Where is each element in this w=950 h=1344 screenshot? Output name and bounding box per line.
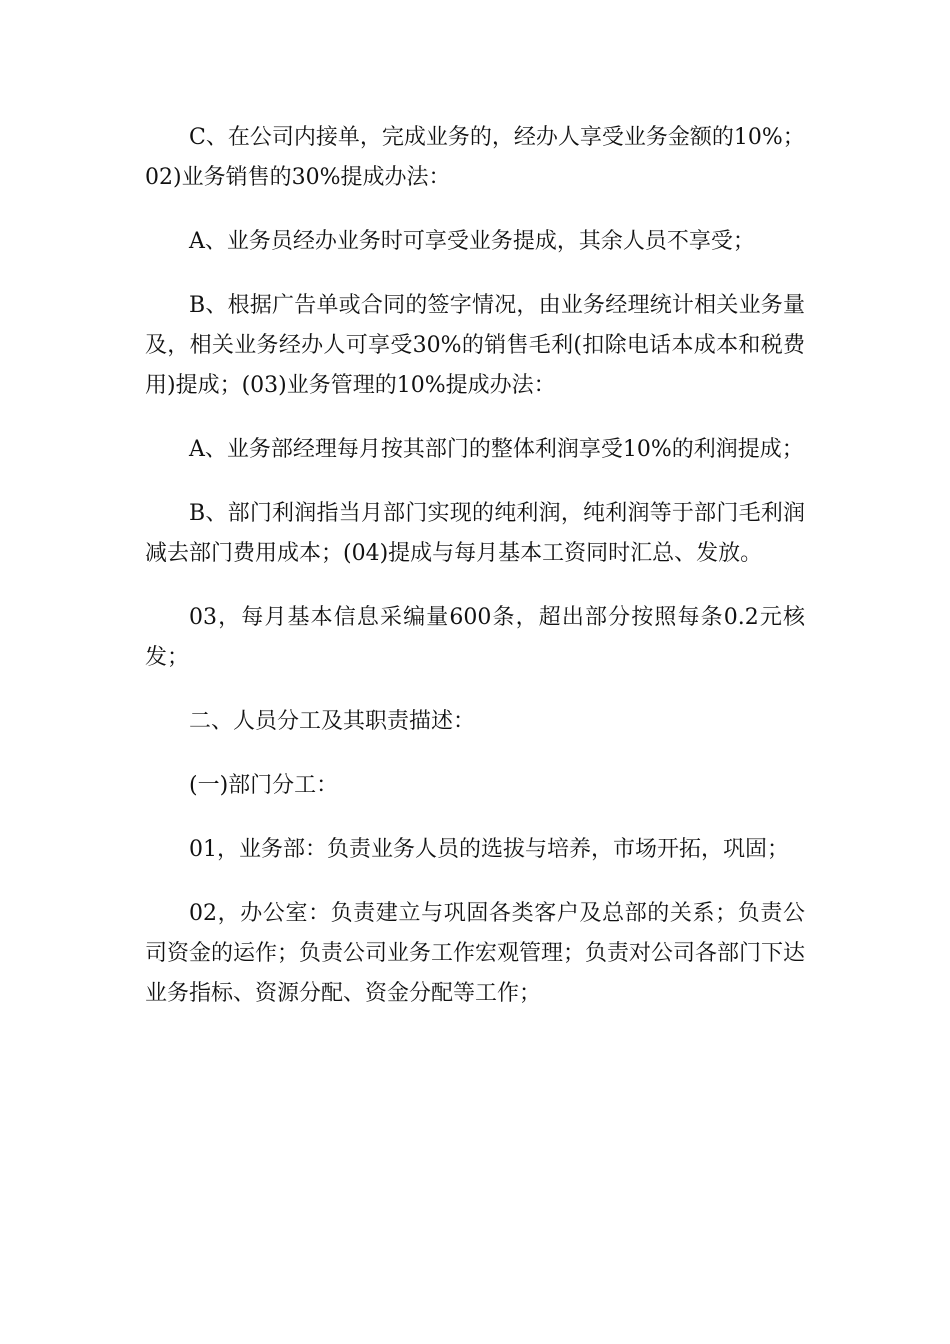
paragraph-info-quota: 03，每月基本信息采编量600条，超出部分按照每条0.2元核发； — [145, 605, 805, 670]
document-body — [145, 118, 805, 1014]
section-heading-staff-duties: 二、人员分工及其职责描述： — [189, 709, 476, 734]
paragraph-sales-commission-heading: 02)业务销售的30%提成办法： — [145, 165, 451, 190]
paragraph-business-department: 01，业务部：负责业务人员的选拔与培养，市场开拓，巩固； — [189, 837, 789, 862]
paragraph-office: 02，办公室：负责建立与巩固各类客户及总部的关系；负责公司资金的运作；负责公司业务工作宏观管理；负责对公司各部门下达业务指标、资源分配、资金分配等工作； — [145, 901, 806, 1006]
paragraph-c-order-commission: C、在公司内接单，完成业务的，经办人享受业务金额的10%； — [189, 125, 805, 150]
paragraph-a-manager-profit: A、业务部经理每月按其部门的整体利润享受10%的利润提成； — [189, 437, 804, 462]
paragraph-b-department-profit: B、部门利润指当月部门实现的纯利润，纯利润等于部门毛利润减去部门费用成本；(04)提成与每月基本工资同时汇总、发放。 — [145, 501, 805, 566]
subsection-heading-department-division: (一)部门分工： — [189, 773, 339, 798]
paragraph-a-salesperson-commission: A、业务员经办业务时可享受业务提成，其余人员不享受； — [189, 229, 755, 254]
paragraph-b-contract-commission: B、根据广告单或合同的签字情况，由业务经理统计相关业务量及，相关业务经办人可享受30%的销售毛利(扣除电话本成本和税费用)提成；(03)业务管理的10%提成办法： — [145, 293, 805, 398]
